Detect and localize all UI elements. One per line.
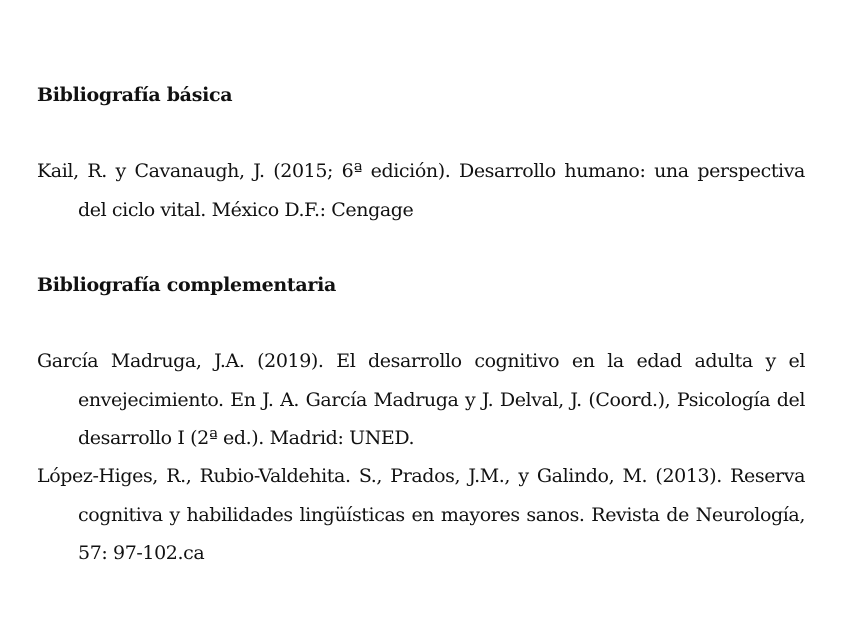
reference-kail-cavanaugh: Kail, R. y Cavanaugh, J. (2015; 6ª edición). Desarrollo humano: una perspectiva del ciclo vital. México D.F.: Cengage: [37, 160, 805, 221]
reference-garcia-madruga: García Madruga, J.A. (2019). El desarrollo cognitivo en la edad adulta y el envejecimiento. En J. A. García Madruga y J. Delval, J. (Coord.), Psicología del desarrollo I (2ª ed.). Madrid: UNED.: [37, 350, 805, 449]
reference-lopez-higes: López-Higes, R., Rubio-Valdehita. S., Prados, J.M., y Galindo, M. (2013). Reserva cognitiva y habilidades lingüísticas en mayores sanos. Revista de Neurología, 57: 97-102.ca: [37, 465, 805, 564]
heading-complementary-bibliography: Bibliografía complementaria: [37, 274, 337, 296]
heading-basic-bibliography: Bibliografía básica: [37, 84, 233, 106]
